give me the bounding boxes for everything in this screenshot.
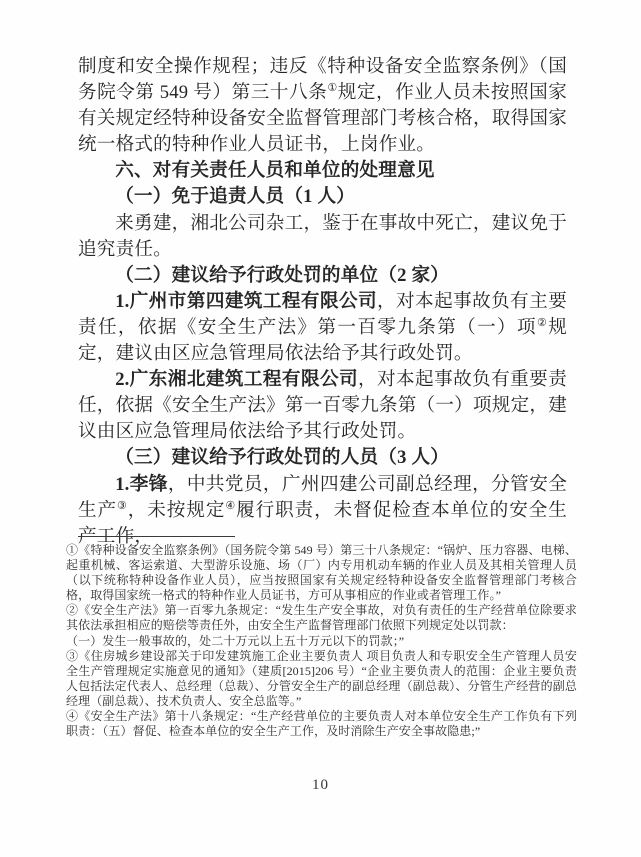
footnote-3: ③《住房城乡建设部关于印发建筑施工企业主要负责人 项目负责人和专职安全生产管理人员安全生产管理规定实施意见的通知》（建质[2015]206 号）“企业主要负责人的范围：企业主要负责人包括法定代表人、总经理（总裁）、分管安全生产的副总经理（副总裁）、分管生产经营的副总经理（副总裁）、技术负责人、安全总监等。” [66, 648, 577, 708]
subsection-heading-1: （一）免于追责人员（1 人） [115, 186, 356, 208]
footnote-2 [66, 603, 577, 648]
footnote-ref-2: ② [536, 316, 549, 329]
paragraph-text: ，未按规定 [127, 499, 226, 521]
paragraph-text: 履行职责，未督促检查本单位的安全生产工作， [78, 499, 567, 547]
footnote-1: ①《特种设备安全监察条例》（国务院令第 549 号）第三十八条规定：“锅炉、压力容器、电梯、起重机械、客运索道、大型游乐设施、场（厂）内专用机动车辆的作业人员及其相关管理人员（以下统称特种设备作业人员），应当按照国家有关规定经特种设备安全监督管理部门考核合格，取得国家统一格式的特种作业人员证书，方可从事相应的作业或者管理工作。” [66, 543, 577, 603]
paragraph-text: ，对本起事故负有主要责任，依据《安全生产法》第一百零九条第（一）项 [78, 290, 567, 338]
footnote-separator [78, 536, 235, 537]
paragraph-text: 制度和安全操作规程；违反《特种设备安全监察条例》（国务院令第 549 号）第三十八条 [78, 56, 567, 104]
company-name: 1.广州市第四建筑工程有限公司 [115, 290, 378, 312]
paragraph: 来勇建，湘北公司杂工，鉴于在事故中死亡，建议免于追究责任。 [78, 212, 567, 260]
paragraph-unit-2 [78, 367, 567, 445]
footnotes-block [66, 543, 577, 739]
company-name: 2.广东湘北建筑工程有限公司 [115, 369, 358, 391]
footnote-4: ④《安全生产法》第十八条规定：“生产经营单位的主要负责人对本单位安全生产工作负有下列职责：（五）督促、检查本单位的安全生产工作，及时消除生产安全事故隐患;” [66, 709, 577, 739]
person-name: 1.李锋 [115, 473, 168, 495]
paragraph-text: 规定，建议由区应急管理局依法给予其行政处罚。 [78, 316, 568, 365]
subsection-heading-3: （三）建议给予行政处罚的人员（3 人） [115, 447, 450, 469]
footnote-ref-3: ③ [117, 499, 128, 512]
paragraph-unit-1 [78, 289, 567, 367]
footnote-ref-4: ④ [225, 499, 237, 512]
subsection-heading-2: （二）建议给予行政处罚的单位（2 家） [115, 264, 450, 286]
paragraph-text: ，中共党员，广州四建公司副总经理，分管安全生产 [78, 473, 568, 521]
footnote-text: ②《安全生产法》第一百零九条规定：“发生生产安全事故，对负有责任的生产经营单位除要求其依法承担相应的赔偿等责任外，由安全生产监督管理部门依照下列规定处以罚款： [66, 603, 577, 633]
paragraph-person-1 [78, 472, 567, 550]
body-text [78, 54, 567, 550]
paragraph-continuation [78, 54, 567, 158]
section-heading-6: 六、对有关责任人员和单位的处理意见 [115, 160, 435, 182]
page-number: 10 [312, 777, 329, 793]
footnote-text: （一）发生一般事故的，处二十万元以上五十万元以下的罚款；” [66, 633, 405, 648]
footnote-ref-1: ① [327, 81, 338, 94]
paragraph-text: ，对本起事故负有重要责任，依据《安全生产法》第一百零九条第（一）项规定，建议由区应急管理局依法给予其行政处罚。 [78, 369, 567, 443]
paragraph-text: 规定，作业人员未按照国家有关规定经特种设备安全监督管理部门考核合格，取得国家统一格式的特种作业人员证书，上岗作业。 [78, 82, 568, 156]
